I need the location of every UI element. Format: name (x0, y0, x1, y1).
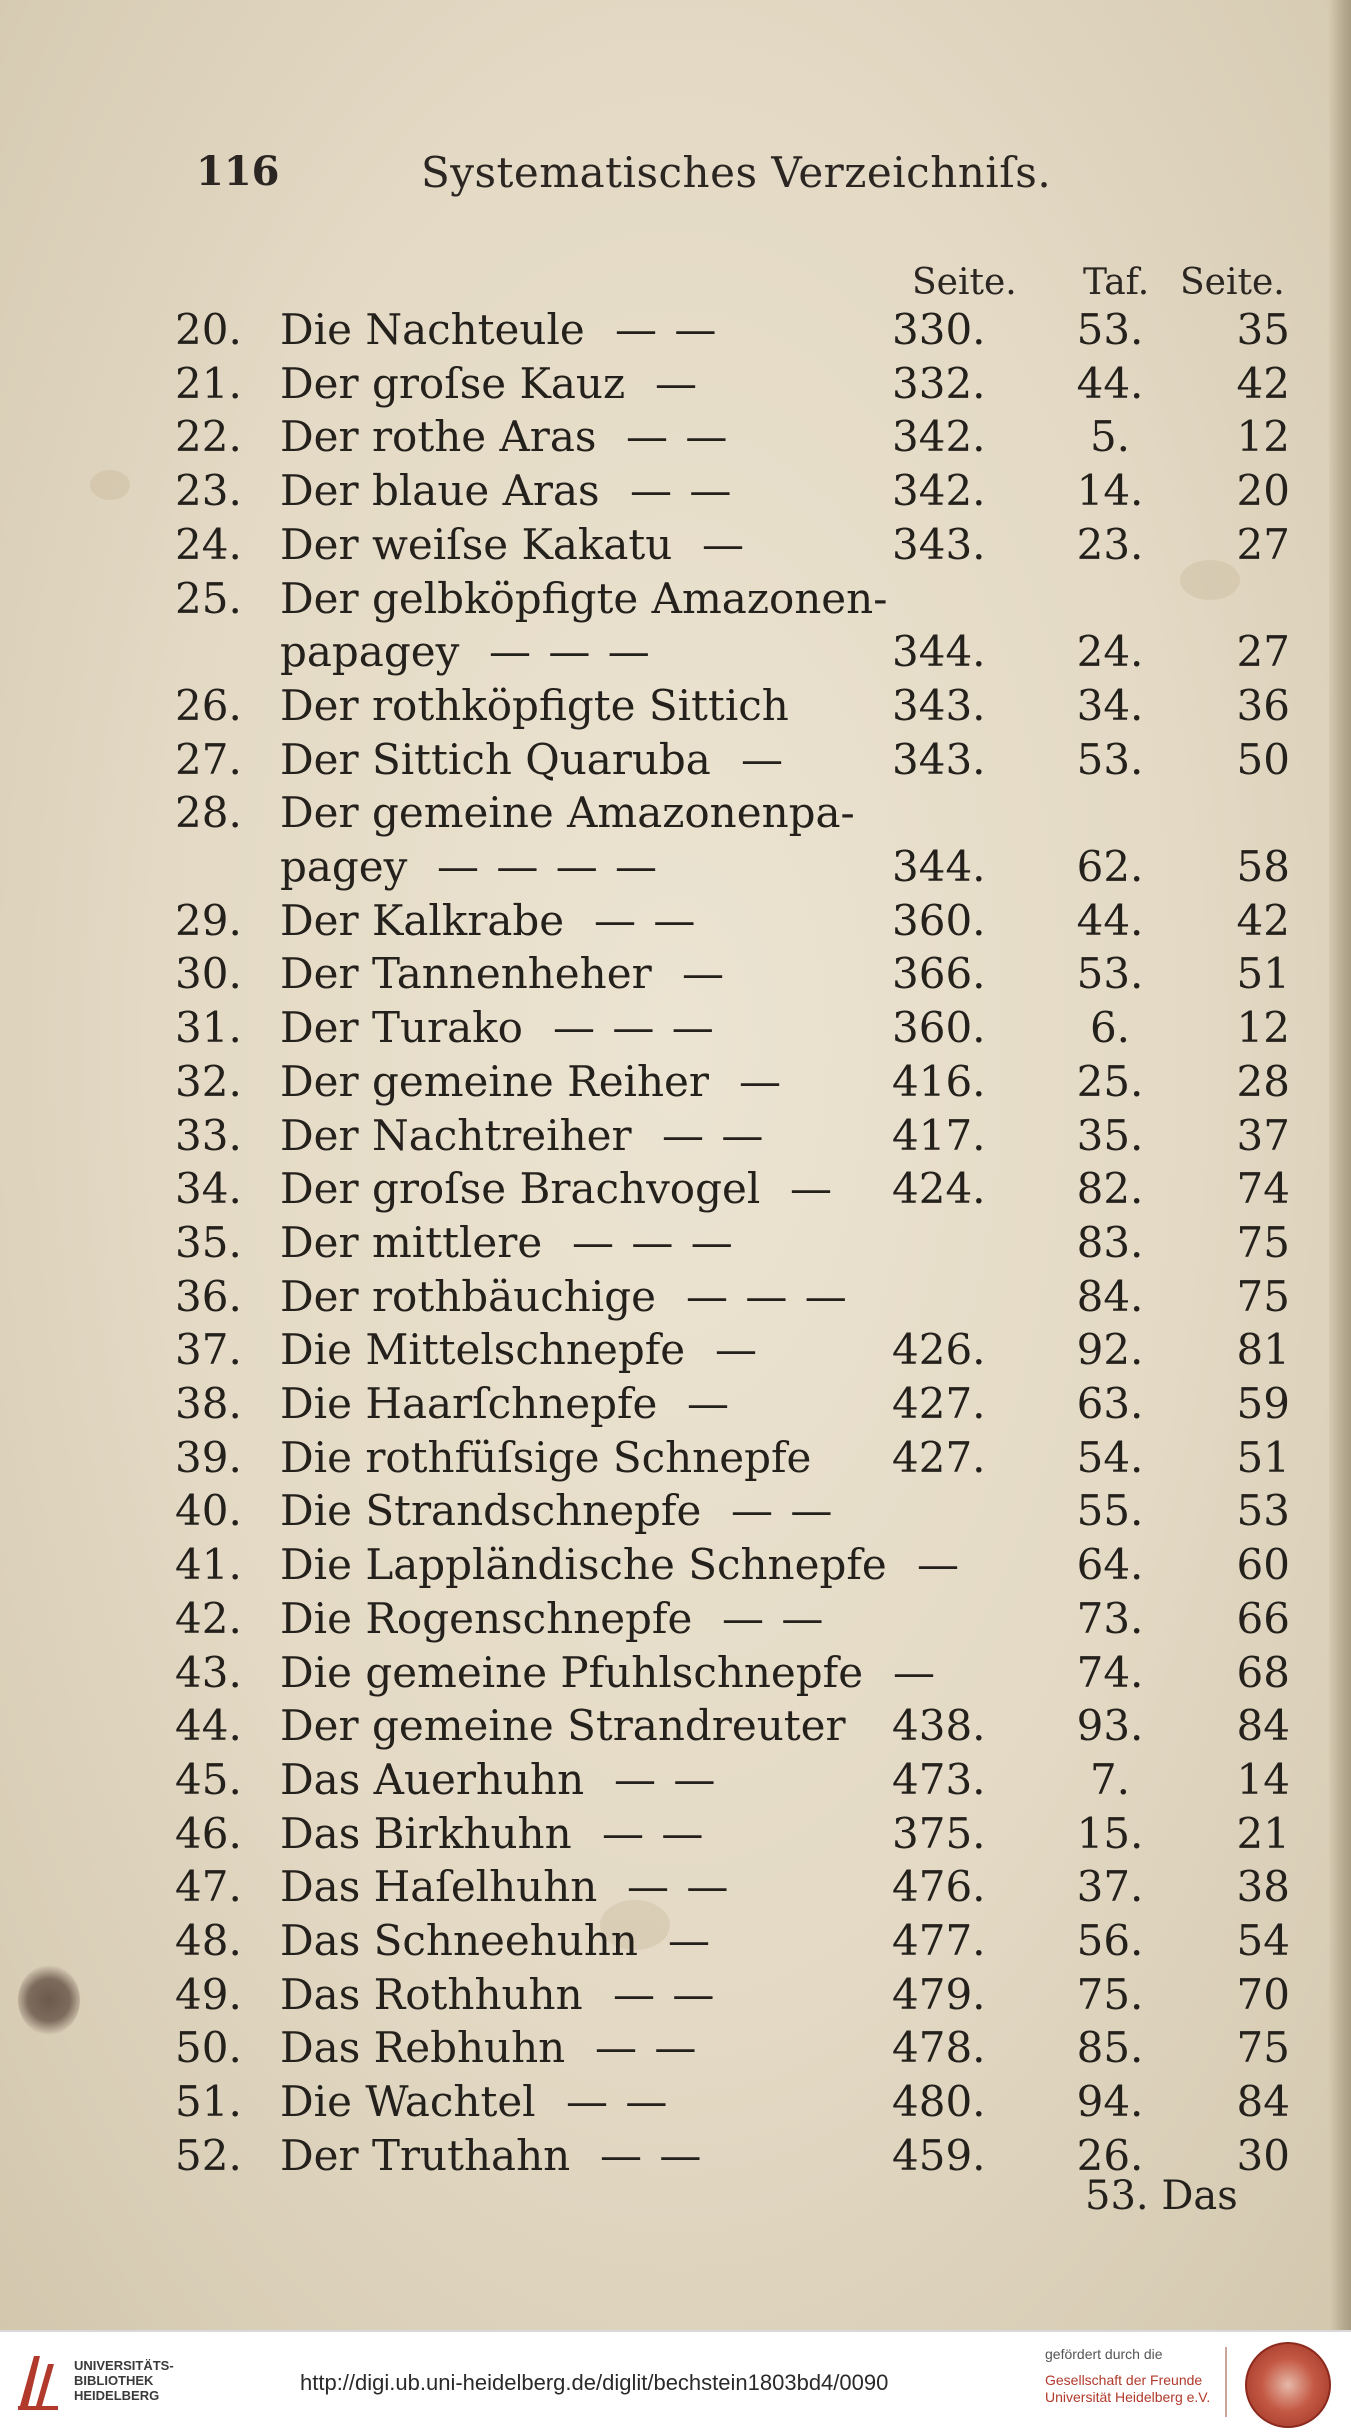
entry-seite2: 84 (1236, 1701, 1290, 1750)
sponsor-name (1045, 2372, 1210, 2406)
entry-taf: 34. (1076, 681, 1144, 730)
index-row (0, 1594, 1351, 1647)
entry-seite2: 70 (1236, 1970, 1290, 2019)
entry-taf: 93. (1076, 1701, 1144, 1750)
index-row (0, 520, 1351, 573)
entry-seite2: 21 (1236, 1809, 1290, 1858)
entry-dashes: — — (595, 2023, 699, 2072)
entry-seite: 343. (892, 735, 986, 784)
entry-taf: 7. (1089, 1755, 1131, 1804)
entry-seite2: 51 (1236, 1433, 1290, 1482)
entry-seite: 344. (892, 842, 986, 891)
entry-dashes: — — — (553, 1003, 716, 1052)
entry-number: 46. (175, 1809, 242, 1858)
entry-name: pagey (280, 842, 408, 891)
index-row (0, 1916, 1351, 1969)
entry-name: Der groſse Brachvogel (280, 1164, 761, 1213)
entry-taf: 24. (1076, 627, 1144, 676)
entry-dashes: — (655, 359, 699, 408)
entry-seite2: 42 (1236, 896, 1290, 945)
entry-taf: 15. (1076, 1809, 1144, 1858)
entry-seite2: 59 (1236, 1379, 1290, 1428)
entry-name: Die Lappländische Schnepfe (280, 1540, 887, 1589)
entry-seite: 342. (892, 412, 986, 461)
entry-seite2: 74 (1236, 1164, 1290, 1213)
entry-dashes: — (687, 1379, 731, 1428)
entry-dashes: — — (731, 1486, 835, 1535)
library-name (74, 2358, 174, 2403)
entry-seite2: 51 (1236, 949, 1290, 998)
entry-seite2: 36 (1236, 681, 1290, 730)
entry-name: Der Truthahn (280, 2131, 571, 2180)
entry-name: Das Schneehuhn (280, 1916, 638, 1965)
entry-number: 43. (175, 1648, 242, 1697)
entry-dashes: — — — — (437, 842, 660, 891)
entry-seite2: 75 (1236, 2023, 1290, 2072)
index-row (0, 1433, 1351, 1486)
entry-seite: 342. (892, 466, 986, 515)
entry-number: 32. (175, 1057, 242, 1106)
entry-dashes: — — (615, 305, 719, 354)
sponsor-name-line: Gesellschaft der Freunde (1045, 2372, 1203, 2388)
entry-number: 45. (175, 1755, 242, 1804)
entry-name: Der rothbäuchige (280, 1272, 656, 1321)
entry-taf: 74. (1076, 1648, 1144, 1697)
entry-dashes: — — (566, 2077, 670, 2126)
entry-number: 52. (175, 2131, 242, 2180)
entry-seite2: 68 (1236, 1648, 1290, 1697)
entry-number: 22. (175, 412, 242, 461)
entry-seite2: 42 (1236, 359, 1290, 408)
entry-seite: 438. (892, 1701, 986, 1750)
entry-seite: 473. (892, 1755, 986, 1804)
entry-taf: 63. (1076, 1379, 1144, 1428)
entry-number: 39. (175, 1433, 242, 1482)
entry-dashes: — (917, 1540, 961, 1589)
entry-seite: 459. (892, 2131, 986, 2180)
entry-name: Der blaue Aras (280, 466, 600, 515)
index-row (0, 1111, 1351, 1164)
library-logo-icon (14, 2350, 62, 2412)
entry-seite: 416. (892, 1057, 986, 1106)
entry-taf: 14. (1076, 466, 1144, 515)
entry-taf: 35. (1076, 1111, 1144, 1160)
index-row (0, 359, 1351, 412)
entry-seite: 366. (892, 949, 986, 998)
entry-seite: 480. (892, 2077, 986, 2126)
entry-name: Der groſse Kauz (280, 359, 626, 408)
index-row (0, 788, 1351, 841)
entry-taf: 62. (1076, 842, 1144, 891)
entry-name: Der gemeine Reiher (280, 1057, 709, 1106)
catchword: 53. Das (1085, 2173, 1238, 2219)
index-row (0, 1325, 1351, 1378)
entry-name: Der weiſse Kakatu (280, 520, 673, 569)
index-row (0, 896, 1351, 949)
entry-number: 27. (175, 735, 242, 784)
entry-dashes: — — (600, 2131, 704, 2180)
index-row (0, 1648, 1351, 1701)
entry-number: 20. (175, 305, 242, 354)
entry-name: Der gemeine Amazonenpa- (280, 788, 855, 837)
entry-number: 28. (175, 788, 242, 837)
entry-seite2: 37 (1236, 1111, 1290, 1160)
entry-seite2: 54 (1236, 1916, 1290, 1965)
entry-name: Der Sittich Quaruba (280, 735, 711, 784)
entry-seite: 477. (892, 1916, 986, 1965)
entry-name: Die gemeine Pfuhlschnepfe (280, 1648, 864, 1697)
entry-seite2: 27 (1236, 627, 1290, 676)
entry-taf: 73. (1076, 1594, 1144, 1643)
index-row (0, 1218, 1351, 1271)
page-title: Systematisches Verzeichniſs. (421, 148, 1052, 197)
entry-dashes: — (739, 1057, 783, 1106)
index-row (0, 1970, 1351, 2023)
entry-name: Das Auerhuhn (280, 1755, 585, 1804)
entry-number: 49. (175, 1970, 242, 2019)
entry-taf: 26. (1076, 2131, 1144, 2180)
entry-number: 34. (175, 1164, 242, 1213)
entry-taf: 6. (1089, 1003, 1131, 1052)
entry-number: 47. (175, 1862, 242, 1911)
entry-number: 44. (175, 1701, 242, 1750)
index-row (0, 1379, 1351, 1432)
entry-number: 37. (175, 1325, 242, 1374)
index-row (0, 1540, 1351, 1593)
entry-seite: 360. (892, 1003, 986, 1052)
entry-seite2: 75 (1236, 1218, 1290, 1267)
entry-taf: 5. (1089, 412, 1131, 461)
entry-dashes: — — (626, 412, 730, 461)
index-row (0, 1701, 1351, 1754)
column-header-taf: Taf. (1083, 262, 1150, 303)
entry-seite2: 38 (1236, 1862, 1290, 1911)
entry-seite: 479. (892, 1970, 986, 2019)
index-row (0, 1486, 1351, 1539)
entry-taf: 55. (1076, 1486, 1144, 1535)
entry-number: 35. (175, 1218, 242, 1267)
library-name-line: BIBLIOTHEK (74, 2373, 154, 2388)
entry-seite2: 14 (1236, 1755, 1290, 1804)
entry-seite2: 35 (1236, 305, 1290, 354)
entry-number: 25. (175, 574, 242, 623)
entry-seite: 417. (892, 1111, 986, 1160)
entry-dashes: — (668, 1916, 712, 1965)
entry-taf: 56. (1076, 1916, 1144, 1965)
entry-dashes: — — (594, 896, 698, 945)
entry-seite2: 53 (1236, 1486, 1290, 1535)
entry-name: Der mittlere (280, 1218, 543, 1267)
entry-dashes: — (715, 1325, 759, 1374)
entry-seite: 375. (892, 1809, 986, 1858)
entry-taf: 75. (1076, 1970, 1144, 2019)
entry-seite: 344. (892, 627, 986, 676)
entry-number: 36. (175, 1272, 242, 1321)
column-header-seite2: Seite. (1180, 262, 1285, 303)
entry-name: Der Nachtreiher (280, 1111, 632, 1160)
entry-seite2: 84 (1236, 2077, 1290, 2126)
entry-number: 41. (175, 1540, 242, 1589)
entry-seite2: 75 (1236, 1272, 1290, 1321)
entry-number: 51. (175, 2077, 242, 2126)
entry-dashes: — (702, 520, 746, 569)
entry-number: 26. (175, 681, 242, 730)
entry-seite: 426. (892, 1325, 986, 1374)
entry-seite2: 60 (1236, 1540, 1290, 1589)
permalink-url[interactable]: http://digi.ub.uni-heidelberg.de/diglit/bechstein1803bd4/0090 (300, 2370, 889, 2395)
library-name-line: HEIDELBERG (74, 2388, 160, 2403)
entry-name: Die Strandschnepfe (280, 1486, 702, 1535)
entry-number: 23. (175, 466, 242, 515)
entry-seite2: 12 (1236, 1003, 1290, 1052)
entry-name: Die Mittelschnepfe (280, 1325, 686, 1374)
index-row (0, 2077, 1351, 2130)
entry-taf: 23. (1076, 520, 1144, 569)
entry-number: 31. (175, 1003, 242, 1052)
footer-bar (0, 2330, 1351, 2432)
entry-taf: 64. (1076, 1540, 1144, 1589)
entry-dashes: — — (614, 1755, 718, 1804)
entry-seite: 343. (892, 681, 986, 730)
entry-taf: 53. (1076, 735, 1144, 784)
entry-name: Das Haſelhuhn (280, 1862, 598, 1911)
entry-name: papagey (280, 627, 460, 676)
entry-name: Der rothe Aras (280, 412, 597, 461)
entry-name: Das Birkhuhn (280, 1809, 572, 1858)
entry-dashes: — — — (686, 1272, 849, 1321)
entry-dashes: — (790, 1164, 834, 1213)
entry-name: Der Tannenheher (280, 949, 652, 998)
entry-name: Der Kalkrabe (280, 896, 565, 945)
entry-dashes: — — — (572, 1218, 735, 1267)
index-row (0, 466, 1351, 519)
entry-number: 29. (175, 896, 242, 945)
index-row (0, 1057, 1351, 1110)
index-row (0, 1809, 1351, 1862)
index-row (0, 1755, 1351, 1808)
entry-number: 38. (175, 1379, 242, 1428)
entry-name: Das Rothhuhn (280, 1970, 583, 2019)
footer-divider (1225, 2347, 1227, 2417)
entry-seite: 332. (892, 359, 986, 408)
entry-seite: 427. (892, 1433, 986, 1482)
entry-number: 33. (175, 1111, 242, 1160)
entry-number: 21. (175, 359, 242, 408)
entry-taf: 94. (1076, 2077, 1144, 2126)
column-header-seite: Seite. (912, 262, 1017, 303)
entry-name: Das Rebhuhn (280, 2023, 566, 2072)
entry-name: Die Wachtel (280, 2077, 536, 2126)
entry-name: Die Rogenschnepfe (280, 1594, 693, 1643)
entry-taf: 44. (1076, 359, 1144, 408)
entry-name: Der rothköpfigte Sittich (280, 681, 789, 730)
entry-name: Die Nachteule (280, 305, 585, 354)
index-row (0, 949, 1351, 1002)
page-number: 116 (196, 148, 280, 195)
entry-seite2: 20 (1236, 466, 1290, 515)
entry-dashes: — (682, 949, 726, 998)
entry-dashes: — (741, 735, 785, 784)
entry-seite2: 66 (1236, 1594, 1290, 1643)
entry-dashes: — (893, 1648, 937, 1697)
entry-dashes: — — (602, 1809, 706, 1858)
entry-taf: 92. (1076, 1325, 1144, 1374)
entry-taf: 84. (1076, 1272, 1144, 1321)
entry-number: 40. (175, 1486, 242, 1535)
entry-number: 48. (175, 1916, 242, 1965)
entry-number: 42. (175, 1594, 242, 1643)
entry-seite2: 81 (1236, 1325, 1290, 1374)
entry-dashes: — — (662, 1111, 766, 1160)
sponsor-lead-text: gefördert durch die (1045, 2346, 1163, 2362)
entry-seite: 424. (892, 1164, 986, 1213)
index-row (0, 1862, 1351, 1915)
entry-seite: 360. (892, 896, 986, 945)
entry-name: Die rothfüſsige Schnepfe (280, 1433, 812, 1482)
entry-seite: 427. (892, 1379, 986, 1428)
entry-name: Der gemeine Strandreuter (280, 1701, 846, 1750)
index-row (0, 2023, 1351, 2076)
entry-seite2: 28 (1236, 1057, 1290, 1106)
entry-seite2: 12 (1236, 412, 1290, 461)
index-row (0, 735, 1351, 788)
index-row (0, 1272, 1351, 1325)
entry-taf: 53. (1076, 949, 1144, 998)
entry-seite: 330. (892, 305, 986, 354)
entry-dashes: — — (630, 466, 734, 515)
entry-taf: 83. (1076, 1218, 1144, 1267)
entry-number: 50. (175, 2023, 242, 2072)
entry-dashes: — — (627, 1862, 731, 1911)
entry-name: Die Haarſchnepfe (280, 1379, 658, 1428)
entry-seite: 343. (892, 520, 986, 569)
running-header (196, 148, 1096, 208)
entry-number: 30. (175, 949, 242, 998)
index-row (0, 681, 1351, 734)
index-row (0, 842, 1351, 895)
sponsor-name-line: Universität Heidelberg e.V. (1045, 2389, 1211, 2405)
entry-dashes: — — (722, 1594, 826, 1643)
entry-name: Der gelbköpfigte Amazonen- (280, 574, 888, 623)
index-row (0, 574, 1351, 627)
index-row (0, 1003, 1351, 1056)
entry-name: Der Turako (280, 1003, 523, 1052)
entry-taf: 82. (1076, 1164, 1144, 1213)
index-row (0, 305, 1351, 358)
entry-dashes: — — (613, 1970, 717, 2019)
library-name-line: UNIVERSITÄTS- (74, 2358, 174, 2373)
entry-seite: 478. (892, 2023, 986, 2072)
entry-seite: 476. (892, 1862, 986, 1911)
entry-seite2: 58 (1236, 842, 1290, 891)
entry-taf: 25. (1076, 1057, 1144, 1106)
entry-seite2: 50 (1236, 735, 1290, 784)
university-seal-icon (1245, 2342, 1331, 2428)
entry-taf: 54. (1076, 1433, 1144, 1482)
entry-number: 24. (175, 520, 242, 569)
entry-seite2: 30 (1236, 2131, 1290, 2180)
entry-taf: 53. (1076, 305, 1144, 354)
entry-dashes: — — — (489, 627, 652, 676)
index-row (0, 627, 1351, 680)
entry-seite2: 27 (1236, 520, 1290, 569)
entry-taf: 85. (1076, 2023, 1144, 2072)
index-row (0, 1164, 1351, 1217)
entry-taf: 44. (1076, 896, 1144, 945)
index-row (0, 412, 1351, 465)
entry-taf: 37. (1076, 1862, 1144, 1911)
